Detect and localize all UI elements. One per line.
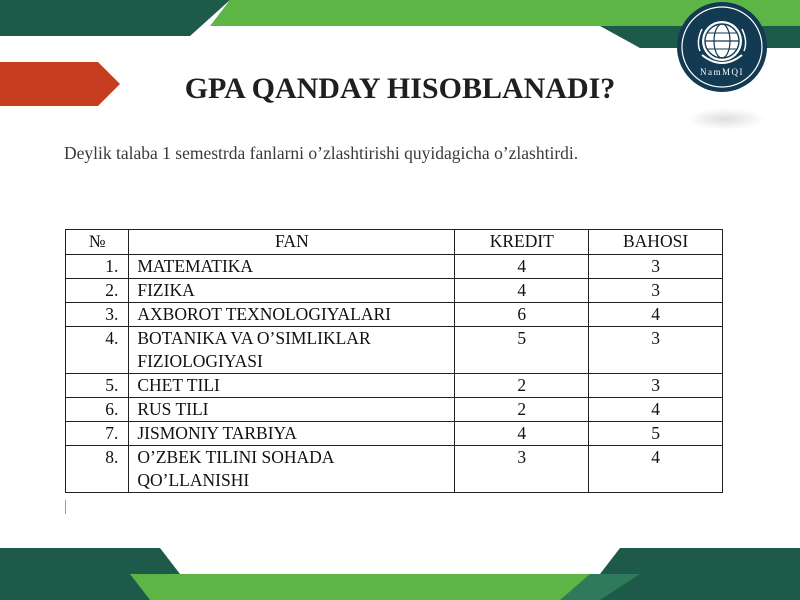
logo-shadow: [686, 108, 766, 130]
intro-text: Deylik talaba 1 semestrda fanlarni o’zlashtirishi quyidagicha o’zlashtirdi.: [64, 143, 579, 163]
table-row: [66, 422, 723, 446]
table-row: [66, 446, 723, 493]
logo-text: NamMQI: [700, 67, 744, 77]
row-grade: 4: [589, 446, 723, 493]
row-subject: RUS TILI: [129, 398, 455, 422]
row-number: 5.: [66, 374, 129, 398]
row-number: 8.: [66, 446, 129, 493]
header-number: №: [66, 230, 129, 255]
row-number: 2.: [66, 279, 129, 303]
institution-logo: [676, 1, 768, 93]
row-grade: 5: [589, 422, 723, 446]
row-subject: CHET TILI: [129, 374, 455, 398]
row-number: 6.: [66, 398, 129, 422]
row-number: 3.: [66, 303, 129, 327]
row-number: 4.: [66, 327, 129, 374]
table-row: [66, 279, 723, 303]
globe-emblem-icon: [676, 1, 768, 93]
table-row: [66, 374, 723, 398]
row-credit: 2: [455, 398, 589, 422]
table-row: [66, 398, 723, 422]
row-grade: 4: [589, 398, 723, 422]
row-grade: 4: [589, 303, 723, 327]
row-number: 7.: [66, 422, 129, 446]
row-subject: O’ZBEK TILINI SOHADA QO’LLANISHI: [129, 446, 455, 493]
page-title: GPA QANDAY HISOBLANADI?: [184, 72, 616, 105]
row-grade: 3: [589, 374, 723, 398]
row-credit: 4: [455, 279, 589, 303]
row-credit: 3: [455, 446, 589, 493]
row-credit: 2: [455, 374, 589, 398]
header-credit: KREDIT: [455, 230, 589, 255]
table-row: [66, 327, 723, 374]
row-grade: 3: [589, 327, 723, 374]
row-subject: FIZIKA: [129, 279, 455, 303]
header-subject: FAN: [129, 230, 455, 255]
row-grade: 3: [589, 255, 723, 279]
table-row: [66, 303, 723, 327]
row-subject: BOTANIKA VA O’SIMLIKLAR FIZIOLOGIYASI: [129, 327, 455, 374]
row-credit: 4: [455, 255, 589, 279]
row-credit: 6: [455, 303, 589, 327]
grades-table: [65, 229, 723, 493]
row-number: 1.: [66, 255, 129, 279]
table-edge-mark: [65, 500, 66, 514]
row-subject: MATEMATIKA: [129, 255, 455, 279]
row-grade: 3: [589, 279, 723, 303]
row-subject: JISMONIY TARBIYA: [129, 422, 455, 446]
table-header-row: [66, 230, 723, 255]
row-credit: 4: [455, 422, 589, 446]
header-grade: BAHOSI: [589, 230, 723, 255]
table-row: [66, 255, 723, 279]
row-subject: AXBOROT TEXNOLOGIYALARI: [129, 303, 455, 327]
bottom-decorative-bar: [0, 548, 800, 600]
title-accent-tab: [0, 62, 120, 106]
row-credit: 5: [455, 327, 589, 374]
